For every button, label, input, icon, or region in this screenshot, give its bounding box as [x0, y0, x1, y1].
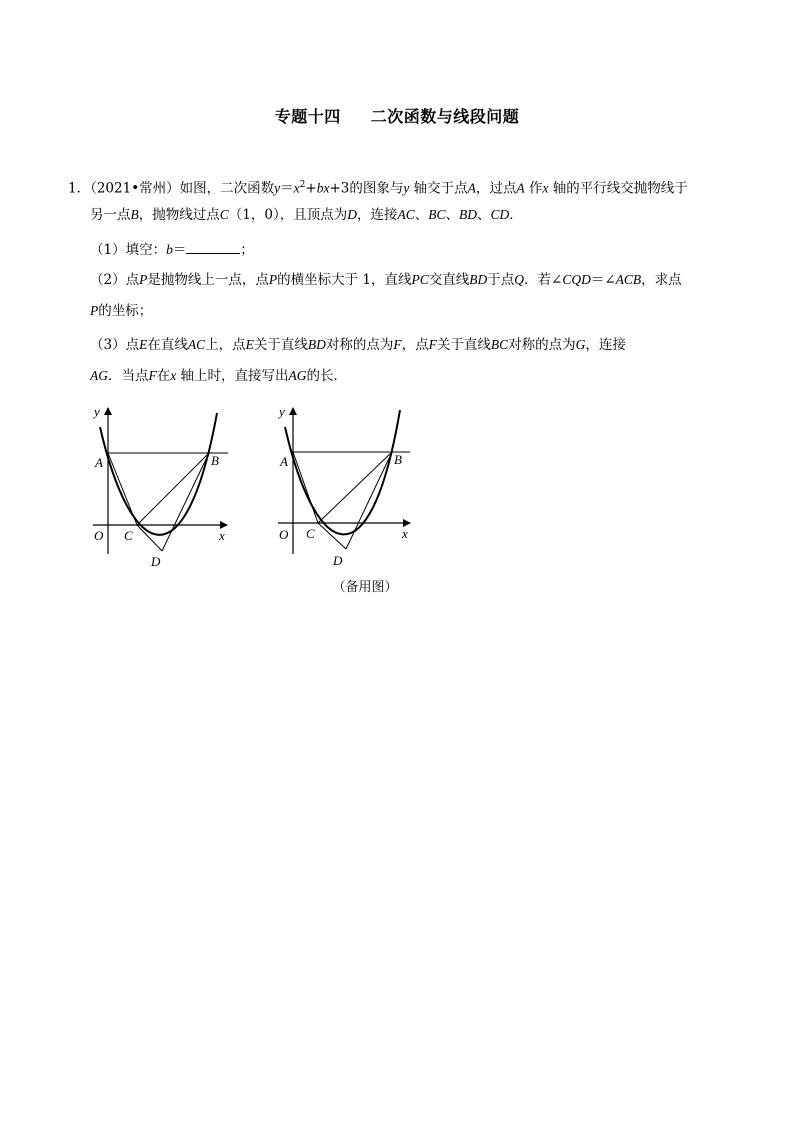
page-title: [0, 104, 794, 127]
text-segment: ．当点: [108, 368, 149, 384]
text-segment: ．若∠: [524, 272, 563, 288]
text-segment: 交直线: [428, 272, 470, 288]
text-segment: 另一点: [90, 207, 131, 223]
text-segment: 轴交于点: [409, 180, 468, 197]
math-var: P: [268, 272, 278, 287]
text-segment: 、: [476, 207, 491, 223]
segment-ac: [293, 452, 318, 523]
text-segment: ＝: [172, 242, 187, 258]
text-segment: （3）点: [90, 337, 140, 353]
label-x: x: [402, 526, 408, 541]
segment-bd: [346, 452, 392, 549]
text-segment: 对称的点为: [508, 337, 576, 353]
text-segment: 的图象与: [349, 180, 404, 197]
text-segment: 、: [445, 207, 459, 223]
text-segment: 对称的点为: [325, 337, 394, 353]
text-segment: 在直线: [147, 337, 188, 353]
title-sub: 二次函数与线段问题: [370, 107, 520, 126]
label-c: C: [124, 528, 133, 543]
math-symbol: ＝: [280, 180, 294, 197]
label-b: B: [211, 453, 219, 468]
math-var: BC: [428, 207, 446, 222]
problem-number: 1．: [68, 180, 91, 197]
problem-line-1: [68, 176, 688, 198]
title-main: 专题十四: [274, 107, 341, 126]
label-b: B: [394, 452, 402, 467]
text-segment: 如图，二次函数: [179, 180, 275, 197]
question-2-cont: [90, 302, 152, 320]
math-var: x: [293, 180, 300, 196]
question-3: [90, 336, 626, 354]
math-var: BD: [458, 207, 477, 222]
math-symbol: +: [305, 180, 317, 197]
math-var: y: [403, 180, 410, 196]
label-d: D: [333, 553, 343, 568]
question-3-cont: [90, 367, 347, 385]
math-var: Q: [514, 272, 524, 287]
text-segment: ，连接: [356, 207, 398, 223]
text-segment: 于点: [487, 272, 515, 288]
text-segment: （1）填空：: [90, 242, 167, 258]
math-var: AC: [187, 337, 206, 352]
label-a: A: [280, 454, 288, 469]
segment-bd: [162, 453, 209, 551]
math-var: F: [393, 337, 402, 352]
label-origin: O: [94, 528, 104, 543]
text-segment: （2）点: [90, 272, 140, 288]
problem-line-2: [90, 206, 523, 224]
label-d: D: [151, 554, 161, 569]
text-segment: （1，0），且顶点为: [228, 207, 348, 223]
text-segment: 是抛物线上一点，点: [147, 272, 269, 288]
math-var: b: [166, 242, 173, 257]
math-var: BD: [307, 337, 326, 352]
math-var: E: [245, 337, 254, 352]
text-segment: ，点: [401, 337, 429, 353]
label-origin: O: [279, 527, 289, 542]
text-segment: 轴上时，直接写出: [176, 368, 289, 384]
math-var: G: [575, 337, 586, 352]
text-segment: ，连接: [585, 337, 626, 353]
text-segment: 作: [524, 180, 543, 197]
figure-caption: （备用图）: [332, 580, 398, 595]
text-segment: ，过点: [475, 180, 517, 197]
math-var: P: [139, 272, 148, 287]
question-2: [90, 271, 682, 289]
text-segment: 关于直线: [253, 337, 308, 353]
math-exponent: 2: [299, 180, 306, 190]
figure-backup: [270, 398, 430, 578]
text-segment: 的坐标；: [98, 303, 153, 319]
problem-source: （2021•常州）: [90, 180, 180, 197]
math-var: AC: [397, 207, 415, 222]
math-symbol: +3: [329, 180, 350, 197]
text-segment: 轴的平行线交抛物线于: [548, 180, 688, 197]
math-var: PC: [411, 272, 429, 287]
text-segment: 上，点: [205, 337, 246, 353]
label-c: C: [306, 526, 315, 541]
text-segment: ；: [240, 242, 254, 258]
text-segment: 的长．: [306, 368, 348, 384]
math-var: x: [170, 368, 177, 383]
math-var: x: [542, 180, 549, 196]
answer-blank[interactable]: [186, 240, 240, 254]
text-segment: 的横坐标大于 1，直线: [277, 272, 412, 288]
math-var: E: [139, 337, 148, 352]
math-var: BD: [469, 272, 488, 287]
math-var: ACB: [615, 272, 642, 287]
math-var: A: [467, 180, 476, 196]
segment-cd: [318, 523, 346, 549]
math-var: CQD: [562, 272, 591, 287]
math-var: C: [219, 207, 229, 222]
math-var: bx: [316, 180, 330, 196]
math-var: D: [347, 207, 357, 222]
segment-ac: [108, 453, 137, 525]
question-1: [90, 240, 254, 259]
text-segment: ＝∠: [590, 272, 616, 288]
text-segment: 在: [156, 368, 171, 384]
math-var: P: [90, 303, 99, 318]
math-var: CD: [490, 207, 510, 222]
text-segment: ．: [509, 207, 523, 223]
math-var: F: [428, 337, 437, 352]
text-segment: 关于直线: [436, 337, 491, 353]
math-var: y: [274, 180, 281, 196]
math-var: AG: [288, 368, 307, 383]
text-segment: ，求点: [641, 272, 682, 288]
math-var: BC: [490, 337, 509, 352]
math-var: B: [130, 207, 139, 222]
label-y: y: [279, 404, 285, 419]
figure-main: [85, 398, 245, 578]
label-x: x: [219, 528, 225, 543]
segment-cd: [137, 525, 162, 551]
label-a: A: [95, 455, 103, 470]
label-y: y: [94, 404, 100, 419]
math-var: A: [516, 180, 525, 196]
math-var: AG: [90, 368, 108, 383]
text-segment: ，抛物线过点: [138, 207, 220, 223]
math-var: F: [148, 368, 157, 383]
text-segment: 、: [414, 207, 429, 223]
